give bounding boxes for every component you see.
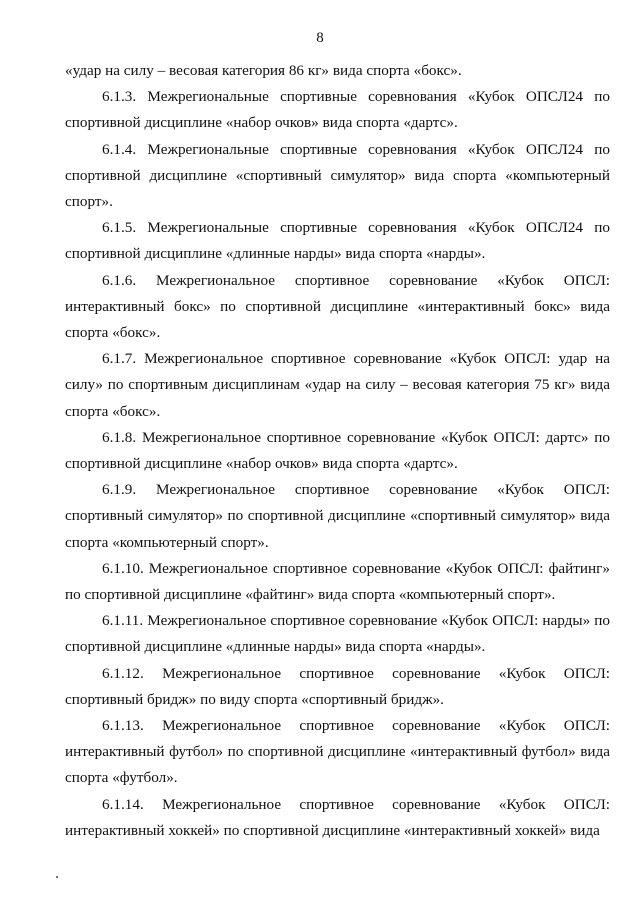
paragraph-6-1-8: 6.1.8. Межрегиональное спортивное соревнование «Кубок ОПСЛ: дартс» по спортивной дисциплине «набор очков» вида спорта «дартс». <box>65 428 610 473</box>
page-number: 8 <box>316 30 324 46</box>
document-body <box>65 58 610 844</box>
paragraph-6-1-4: 6.1.4. Межрегиональные спортивные соревнования «Кубок ОПСЛ24 по спортивной дисциплине «спортивный симулятор» вида спорта «компьютерный спорт». <box>65 140 610 211</box>
paragraph-6-1-6: 6.1.6. Межрегиональное спортивное соревнование «Кубок ОПСЛ: интерактивный бокс» по спортивной дисциплине «интерактивный бокс» вида спорта «бокс». <box>65 271 610 342</box>
paragraph-6-1-11: 6.1.11. Межрегиональное спортивное соревнование «Кубок ОПСЛ: нарды» по спортивной дисциплине «длинные нарды» вида спорта «нарды». <box>65 612 610 656</box>
paragraph-6-1-3: 6.1.3. Межрегиональные спортивные соревнования «Кубок ОПСЛ24 по спортивной дисциплине «набор очков» вида спорта «дартс». <box>65 88 610 132</box>
paragraph-6-1-12: 6.1.12. Межрегиональное спортивное соревнование «Кубок ОПСЛ: спортивный бридж» по виду спорта «спортивный бридж». <box>65 664 610 708</box>
paragraph-6-1-9: 6.1.9. Межрегиональное спортивное соревнование «Кубок ОПСЛ: спортивный симулятор» по спортивной дисциплине «спортивный симулятор» вида спорта «компьютерный спорт». <box>65 481 610 551</box>
paragraph-6-1-10: 6.1.10. Межрегиональное спортивное соревнование «Кубок ОПСЛ: файтинг» по спортивной дисциплине «файтинг» вида спорта «компьютерный спорт». <box>65 559 610 604</box>
scan-speck <box>56 876 58 878</box>
paragraph-6-1-7: 6.1.7. Межрегиональное спортивное соревнование «Кубок ОПСЛ: удар на силу» по спортивным дисциплинам «удар на силу – весовая категория 75 кг» вида спорта «бокс». <box>65 350 610 420</box>
paragraph-6-1-14: 6.1.14. Межрегиональное спортивное соревнование «Кубок ОПСЛ: интерактивный хоккей» по спортивной дисциплине «интерактивный хоккей» вида <box>65 795 610 839</box>
paragraph-6-1-13: 6.1.13. Межрегиональное спортивное соревнование «Кубок ОПСЛ: интерактивный футбол» по спортивной дисциплине «интерактивный футбол» вида спорта «футбол». <box>65 717 610 787</box>
paragraph-6-1-5: 6.1.5. Межрегиональные спортивные соревнования «Кубок ОПСЛ24 по спортивной дисциплине «длинные нарды» вида спорта «нарды». <box>65 219 610 263</box>
paragraph-continuation: «удар на силу – весовая категория 86 кг» вида спорта «бокс». <box>65 62 462 79</box>
